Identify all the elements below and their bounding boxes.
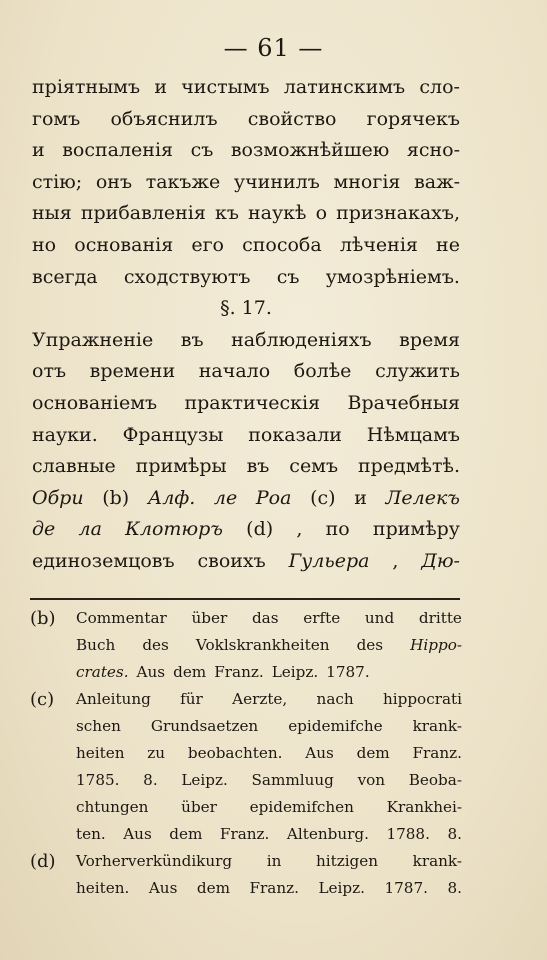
text-word: объяснилъ xyxy=(110,107,218,130)
text-word: гомъ xyxy=(32,107,81,130)
footnote-word: krank- xyxy=(412,717,462,735)
footnote-line xyxy=(76,794,462,821)
text-word: ле xyxy=(213,486,238,509)
footnote-word: 1788. xyxy=(386,825,430,843)
text-word: (c) xyxy=(310,486,336,509)
footnotes xyxy=(30,605,462,902)
text-line xyxy=(32,104,460,136)
footnote-word: Aus xyxy=(305,744,334,762)
footnote-word: Franz. xyxy=(219,825,270,843)
footnote-word: dem xyxy=(196,879,230,897)
footnote-word: über xyxy=(181,798,217,816)
footnote-word: zu xyxy=(147,744,166,762)
text-word: Упражненіе xyxy=(32,328,154,351)
text-word: не xyxy=(436,233,460,256)
footnote-word: Aus xyxy=(148,879,178,897)
footnote-word: des xyxy=(356,636,384,654)
text-line xyxy=(32,293,460,325)
footnote-word: über xyxy=(191,609,228,627)
text-word: Врачебныя xyxy=(347,391,460,414)
footnote-word: Krankhei- xyxy=(386,798,462,816)
text-word: прибавленія xyxy=(80,202,206,225)
text-word: но xyxy=(32,233,57,256)
footnote-word: Leipz. xyxy=(318,879,365,897)
footnote-word: Sammluug xyxy=(251,771,334,789)
footnote-word: krank- xyxy=(412,852,462,870)
text-word: признакахъ, xyxy=(336,202,460,225)
footnote-word: 8. xyxy=(143,771,158,789)
footnote-word: Leipz. xyxy=(181,771,228,789)
footnote-word: crates. xyxy=(76,663,129,681)
text-word: (b) xyxy=(102,486,130,509)
text-word: и xyxy=(32,139,45,162)
footnote-word: Vorherverkündikurg xyxy=(76,852,233,870)
text-word: наблюденіяхъ xyxy=(231,328,372,351)
text-word: и xyxy=(354,486,367,509)
text-word: §. 17. xyxy=(220,297,272,320)
footnote-word: beobachten. xyxy=(187,744,283,762)
text-word: пріятнымъ xyxy=(32,76,141,98)
text-line xyxy=(32,262,460,294)
text-line xyxy=(32,325,460,357)
text-line xyxy=(32,135,460,167)
text-word: латинскимъ xyxy=(283,76,406,98)
footnote-line xyxy=(76,605,462,632)
footnote-word: Buch xyxy=(76,636,116,654)
text-word: начало xyxy=(198,360,271,383)
text-line xyxy=(32,546,460,578)
text-word: , xyxy=(296,518,303,541)
footnote-line xyxy=(76,848,462,875)
footnote-line xyxy=(76,875,462,902)
footnote-marker: (c) xyxy=(30,689,55,710)
text-word: умозрѣніемъ. xyxy=(325,265,460,288)
text-word: ясно- xyxy=(406,139,460,162)
footnote-marker: (b) xyxy=(30,608,56,629)
text-word: важ- xyxy=(414,170,460,193)
footnote-separator xyxy=(30,598,460,600)
footnote-word: heiten xyxy=(76,744,125,762)
text-word: Алф. xyxy=(147,486,196,509)
footnote-word: 8. xyxy=(447,825,462,843)
text-word: возможнѣйшею xyxy=(230,139,390,162)
text-word: основаніемъ xyxy=(32,391,158,414)
text-word: о xyxy=(315,202,328,225)
footnote-word: Aus xyxy=(123,825,152,843)
text-word: ла xyxy=(78,518,102,541)
text-word: примѣры xyxy=(135,455,227,478)
footnote-word: epidemifche xyxy=(288,717,383,735)
text-word: Роа xyxy=(255,486,292,509)
text-line xyxy=(32,198,460,230)
text-word: единоземцовъ xyxy=(32,549,175,572)
footnote-word: Anleitung xyxy=(76,690,151,708)
text-word: способа xyxy=(242,233,322,256)
text-line xyxy=(32,420,460,452)
text-word: семъ xyxy=(289,455,339,478)
footnote-line xyxy=(76,659,462,686)
text-word: учинилъ xyxy=(233,170,320,193)
text-word: Обри xyxy=(32,486,84,509)
text-word: къ xyxy=(214,202,239,225)
text-line xyxy=(32,514,460,546)
text-word: практическія xyxy=(184,391,321,414)
text-line xyxy=(32,230,460,262)
footnote-line xyxy=(76,632,462,659)
footnote-word: und xyxy=(364,609,395,627)
text-word: въ xyxy=(180,328,204,351)
footnote xyxy=(30,686,462,848)
text-word: чистымъ xyxy=(181,76,270,98)
footnote-marker: (d) xyxy=(30,851,56,872)
text-line xyxy=(32,356,460,388)
footnote-word: das xyxy=(251,609,279,627)
text-word: болѣе xyxy=(293,360,352,383)
text-line xyxy=(32,72,460,104)
main-text xyxy=(32,72,460,578)
footnote-word: 1787. xyxy=(384,879,428,897)
text-word: показали xyxy=(248,423,342,446)
text-word: Французы xyxy=(122,423,224,446)
text-word: сходствуютъ xyxy=(123,265,251,288)
footnote-line xyxy=(76,821,462,848)
text-word: предмѣтѣ. xyxy=(357,455,460,478)
text-word: славные xyxy=(32,455,116,478)
text-word: сло- xyxy=(419,76,460,98)
footnote-line xyxy=(76,686,462,713)
text-word: примѣру xyxy=(372,518,460,541)
text-word: служить xyxy=(375,360,460,383)
text-word: его xyxy=(191,233,224,256)
footnote-word: schen xyxy=(76,717,121,735)
footnote-word: dem xyxy=(356,744,390,762)
text-word: (d) xyxy=(246,518,274,541)
footnote-word: hitzigen xyxy=(315,852,379,870)
footnote-word: 1785. xyxy=(76,771,120,789)
text-word: время xyxy=(399,328,460,351)
text-word: Дю- xyxy=(421,549,460,572)
text-word: съ xyxy=(190,139,214,162)
text-word: онъ xyxy=(95,170,133,193)
text-word: такъже xyxy=(145,170,221,193)
text-word: многія xyxy=(333,170,401,193)
footnote-word: Hippo- xyxy=(410,636,462,654)
text-word: горячекъ xyxy=(366,107,460,130)
footnote-word: Aus xyxy=(136,663,166,681)
text-word: Лелекъ xyxy=(385,486,460,509)
footnote-word: nach xyxy=(316,690,354,708)
footnote xyxy=(30,848,462,902)
footnote-word: des xyxy=(142,636,169,654)
footnote-word: Franz. xyxy=(214,663,264,681)
text-word: Гульера xyxy=(288,549,370,572)
text-word: наукѣ xyxy=(247,202,307,225)
footnote-word: von xyxy=(357,771,386,789)
text-word: де xyxy=(32,518,56,541)
text-word: науки. xyxy=(32,423,98,446)
footnote-word: 8. xyxy=(447,879,462,897)
footnote-word: Altenburg. xyxy=(286,825,369,843)
footnote-line xyxy=(76,767,462,794)
footnote-word: hippocrati xyxy=(382,690,462,708)
footnote-word: Leipz. xyxy=(271,663,319,681)
text-word: лѣченія xyxy=(339,233,418,256)
text-word: въ xyxy=(246,455,270,478)
text-word: , xyxy=(392,549,399,572)
text-word: и xyxy=(154,76,167,98)
text-word: всегда xyxy=(32,265,98,288)
text-word: свойство xyxy=(247,107,337,130)
text-line xyxy=(32,167,460,199)
footnote-word: Beoba- xyxy=(408,771,462,789)
footnote-line xyxy=(76,713,462,740)
text-word: основанія xyxy=(74,233,174,256)
text-word: отъ xyxy=(32,360,67,383)
text-line xyxy=(32,388,460,420)
footnote-word: ten. xyxy=(76,825,106,843)
footnote-word: dritte xyxy=(418,609,462,627)
footnote-word: Franz. xyxy=(412,744,462,762)
page-number: — 61 — xyxy=(223,34,324,62)
footnote-word: heiten. xyxy=(76,879,130,897)
text-word: ныя xyxy=(32,202,72,225)
footnote-word: Aerzte, xyxy=(232,690,288,708)
text-word: по xyxy=(325,518,350,541)
footnote-word: in xyxy=(266,852,282,870)
text-word: воспаленія xyxy=(62,139,174,162)
footnote-word: chtungen xyxy=(76,798,149,816)
text-word: стію; xyxy=(32,170,83,193)
text-word: Нѣмцамъ xyxy=(366,423,460,446)
footnote xyxy=(30,605,462,686)
footnote-word: dem xyxy=(169,825,203,843)
footnote-word: epidemifchen xyxy=(249,798,354,816)
text-word: Клотюръ xyxy=(125,518,223,541)
footnote-word: Commentar xyxy=(76,609,167,627)
footnote-word: Voklskrankheiten xyxy=(195,636,330,654)
text-line xyxy=(32,483,460,515)
footnote-word: Franz. xyxy=(249,879,299,897)
text-word: времени xyxy=(89,360,176,383)
footnote-word: 1787. xyxy=(326,663,370,681)
footnote-word: dem xyxy=(173,663,207,681)
footnote-word: erfte xyxy=(303,609,341,627)
text-line xyxy=(32,451,460,483)
text-word: съ xyxy=(276,265,300,288)
text-word: своихъ xyxy=(197,549,266,572)
footnote-word: für xyxy=(180,690,203,708)
footnote-word: Grundsaetzen xyxy=(150,717,259,735)
footnote-line xyxy=(76,740,462,767)
